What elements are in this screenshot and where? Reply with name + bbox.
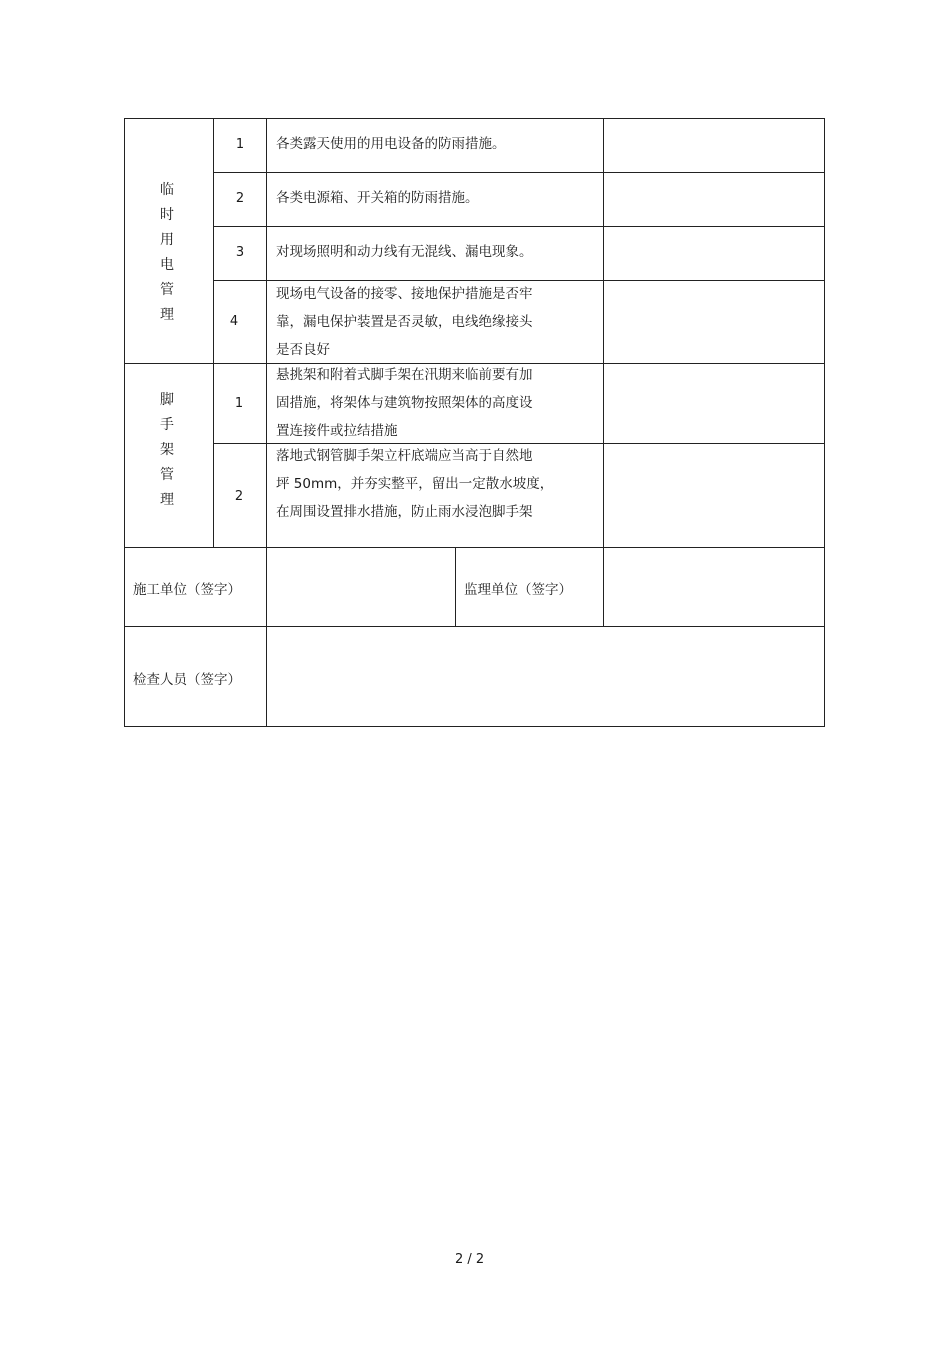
- divider: [266, 118, 267, 727]
- construction-unit-signature-label: 施工单位（签字）: [133, 582, 241, 598]
- divider: [603, 118, 604, 626]
- divider: [213, 118, 214, 547]
- item-description: 各类电源箱、开关箱的防雨措施。: [276, 190, 479, 206]
- category-char: 电: [160, 257, 174, 273]
- category-char: 脚: [160, 392, 174, 408]
- category-char: 临: [160, 182, 174, 198]
- item-description: 各类露天使用的用电设备的防雨措施。: [276, 136, 506, 152]
- category-char: 用: [160, 232, 174, 248]
- item-number: 2: [235, 191, 245, 206]
- item-description: 悬挑架和附着式脚手架在汛期来临前要有加 固措施，将架体与建筑物按照架体的高度设 置连接件或拉结措施: [276, 367, 533, 439]
- inspector-signature-label: 检查人员（签字）: [133, 672, 241, 688]
- item-description: 现场电气设备的接零、接地保护措施是否牢 靠，漏电保护装置是否灵敏，电线绝缘接头 是否良好: [276, 286, 533, 358]
- category-temporary-electricity: [157, 178, 177, 328]
- page-number: 2 / 2: [455, 1252, 485, 1267]
- divider: [213, 226, 825, 227]
- item-number: 1: [235, 137, 245, 152]
- category-char: 时: [160, 207, 174, 223]
- category-char: 理: [160, 492, 174, 508]
- item-number: 4: [229, 314, 239, 329]
- supervision-unit-signature-label: 监理单位（签字）: [464, 582, 572, 598]
- category-char: 理: [160, 307, 174, 323]
- category-char: 管: [160, 282, 174, 298]
- divider: [124, 547, 825, 548]
- divider: [213, 172, 825, 173]
- item-number: 1: [234, 396, 244, 411]
- category-char: 架: [160, 442, 174, 458]
- item-number: 3: [235, 245, 245, 260]
- category-scaffold: [157, 388, 177, 513]
- category-char: 管: [160, 467, 174, 483]
- item-number: 2: [234, 489, 244, 504]
- category-char: 手: [160, 417, 174, 433]
- item-description: 对现场照明和动力线有无混线、漏电现象。: [276, 244, 533, 260]
- divider: [455, 547, 456, 626]
- divider: [124, 626, 825, 627]
- item-description: 落地式钢管脚手架立杆底端应当高于自然地 坪 50mm，并夯实整平，留出一定散水坡度， 在周围设置排水措施，防止雨水浸泡脚手架: [276, 448, 554, 520]
